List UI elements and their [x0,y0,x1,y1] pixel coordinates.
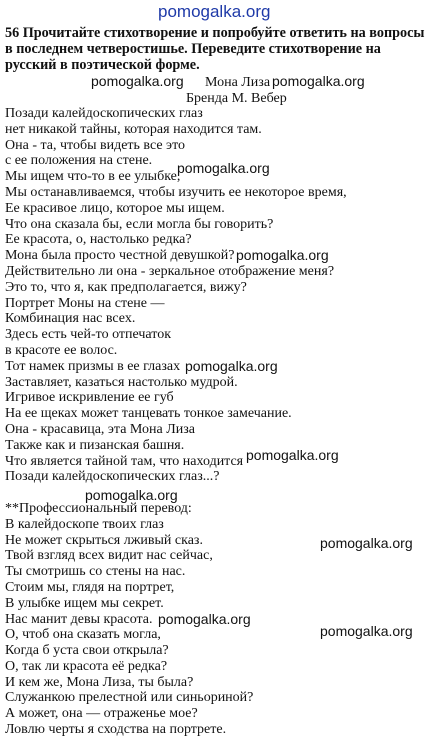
translation-line: Когда б уста свои открыла? [5,643,169,659]
watermark: pomogalka.org [236,247,329,263]
translation-line: О, так ли красота её редка? [5,658,168,674]
translation-line: Служанкою прелестной или синьориной? [5,690,254,706]
poem-line: в красоте ее волос. [5,342,118,358]
poem-line: На ее щеках может танцевать тонкое замечание. [5,406,292,422]
translation-line: Твой взгляд всех видит нас сейчас, [5,548,213,564]
poem-line: Мона была просто честной девушкой? [5,248,235,264]
poem-line: Мы останавливаемся, чтобы изучить ее некоторое время, [5,184,347,200]
task-instruction: 56 Прочитайте стихотворение и попробуйте ответить на вопросы в последнем четверостишье. Переведите стихотворение на русский в поэтической форме. [5,25,425,73]
translation-line: Ты смотришь со стены на нас. [5,564,186,580]
poem-line: Тот намек призмы в ее глазах [5,358,181,374]
translation-line: В калейдоскопе твоих глаз [5,516,164,532]
watermark: pomogalka.org [91,73,184,89]
poem-line: Ее красота, о, настолько редка? [5,232,192,248]
poem-line: Также как и пизанская башня. [5,437,185,453]
translation-line: Нас манит девы красота. [5,611,153,627]
poem-line: Она - та, чтобы видеть все это [5,137,185,153]
poem-body [5,106,430,738]
translation-line: Не может скрыться лживый сказ. [5,532,203,548]
poem-line: нет никакой тайны, которая находится там. [5,121,262,137]
watermark-top: pomogalka.org [158,2,271,21]
watermark: pomogalka.org [177,160,270,176]
poem-author: Бренда М. Вебер [186,91,287,106]
poem-line: Это то, что я, как предполагается, вижу? [5,279,247,295]
poem-title: Мона Лиза [205,75,271,90]
translation-line: А может, она — отраженье мое? [5,706,198,722]
poem-line: Действительно ли она - зеркальное отображение меня? [5,263,335,279]
watermark: pomogalka.org [246,447,339,463]
poem-line: Заставляет, казаться настолько мудрой. [5,374,238,390]
watermark: pomogalka.org [158,611,251,627]
poem-line: Портрет Моны на стене — [5,295,165,311]
poem-line: Она - красавица, эта Мона Лиза [5,421,195,437]
poem-line: Игривое искривление ее губ [5,390,174,406]
translation-line: О, чтоб она сказать могла, [5,627,161,643]
translation-heading: **Профессиональный перевод: [5,500,192,516]
watermark: pomogalka.org [320,623,413,639]
poem-line: Позади калейдоскопических глаз...? [5,469,220,485]
poem-line: Здесь есть чей-то отпечаток [5,327,171,343]
translation-line: В улыбке ищем мы секрет. [5,595,164,611]
poem-line: с ее положения на стене. [5,153,153,169]
translation-line: И кем же, Мона Лиза, ты была? [5,674,194,690]
translation-line: Стоим мы, глядя на портрет, [5,579,175,595]
poem-line: Ее красивое лицо, которое мы ищем. [5,200,225,216]
translation-line: Ловлю черты я сходства на портрете. [5,722,227,738]
poem-line: Комбинация нас всех. [5,311,136,327]
poem-line: Позади калейдоскопических глаз [5,106,203,121]
watermark: pomogalka.org [320,535,413,551]
poem-line: Мы ищем что-то в ее улыбке, [5,169,181,185]
poem-gap [5,485,430,501]
watermark: pomogalka.org [272,73,365,89]
poem-line: Что является тайной там, что находится [5,453,244,469]
watermark: pomogalka.org [85,487,178,503]
poem-line: Что она сказала бы, если могла бы говорить? [5,216,274,232]
watermark: pomogalka.org [185,358,278,374]
